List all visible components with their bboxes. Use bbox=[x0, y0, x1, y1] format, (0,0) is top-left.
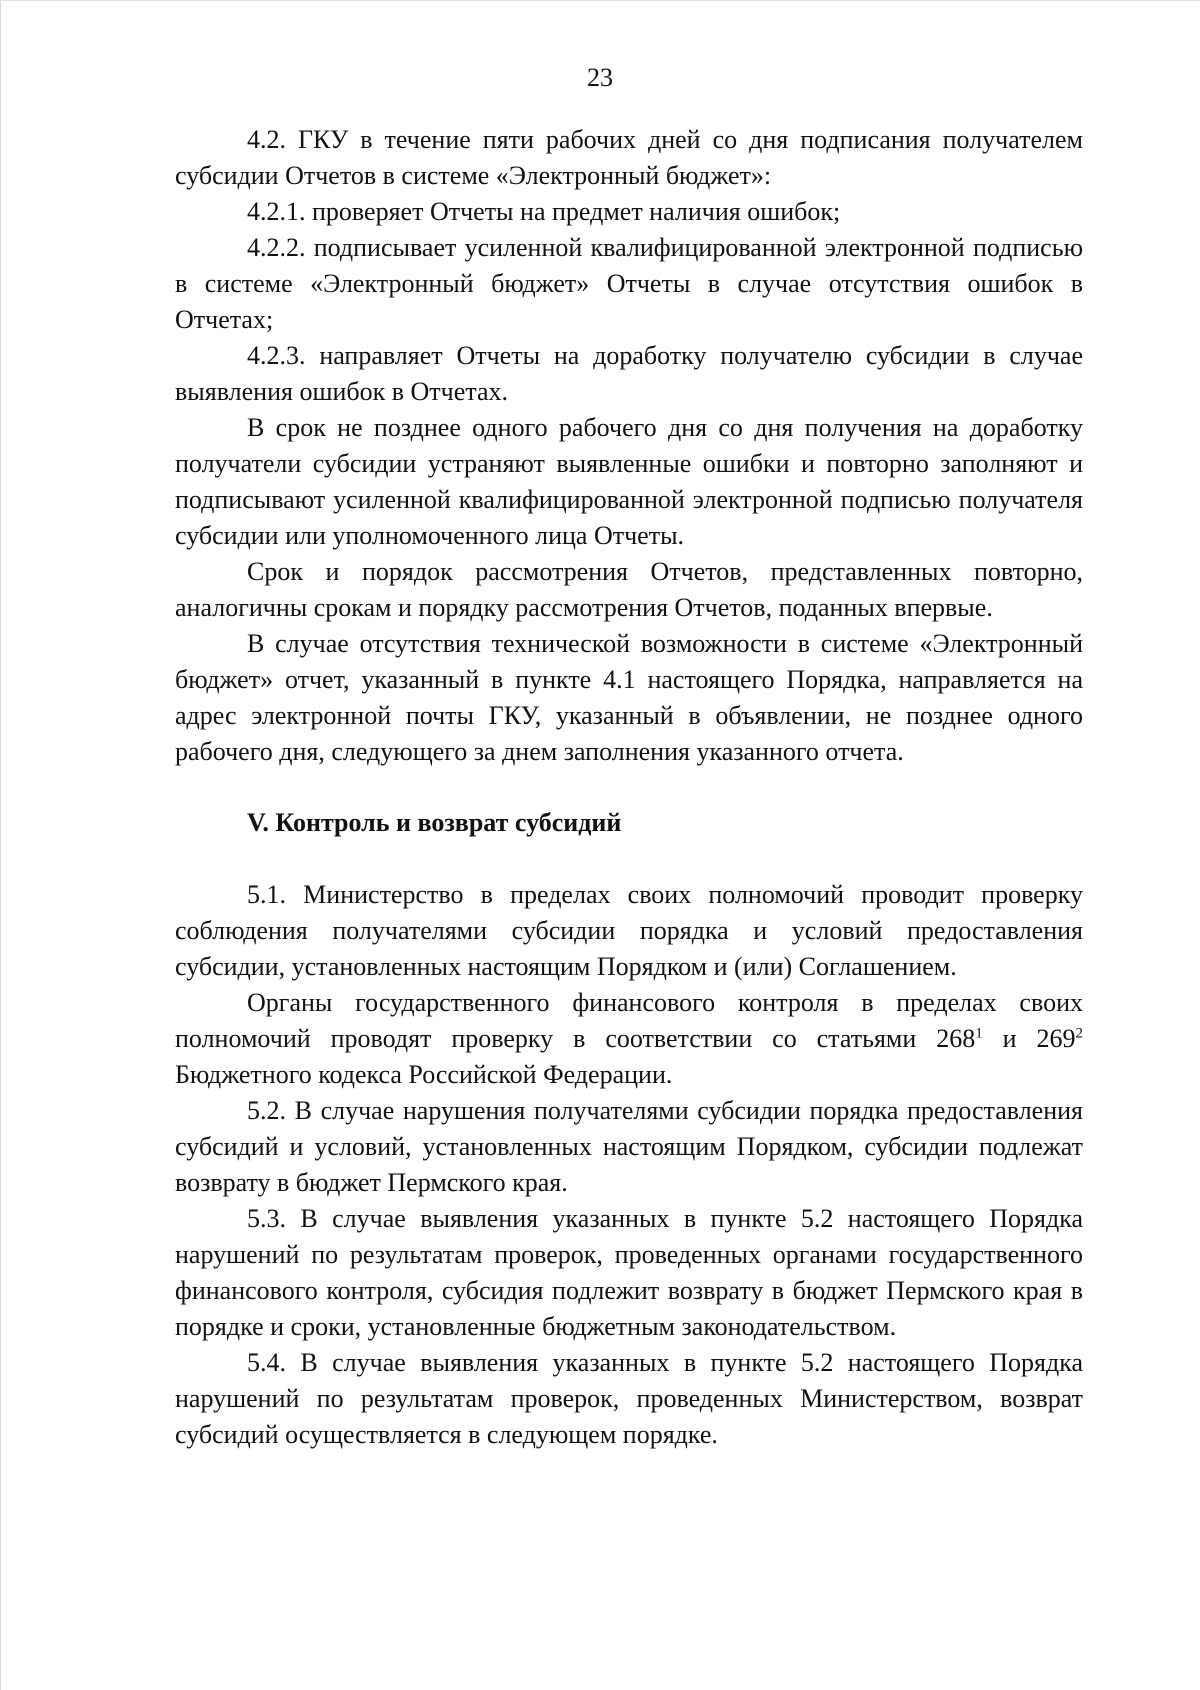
paragraph-financial-control bbox=[175, 985, 1083, 1093]
spacer bbox=[175, 770, 1083, 805]
superscript: 2 bbox=[1075, 1025, 1083, 1042]
scan-edge bbox=[0, 0, 1200, 1]
paragraph-4-2-2: 4.2.2. подписывает усиленной квалифицированной электронной подписью в системе «Электронный бюджет» Отчеты в случае отсутствия ошибок в Отчетах; bbox=[175, 233, 1083, 334]
paragraph-4-2: 4.2. ГКУ в течение пяти рабочих дней со дня подписания получателем субсидии Отчетов в системе «Электронный бюджет»: bbox=[175, 125, 1083, 190]
spacer bbox=[175, 841, 1083, 877]
paragraph-review-terms: Срок и порядок рассмотрения Отчетов, представленных повторно, аналогичны срокам и порядку рассмотрения Отчетов, поданных впервые. bbox=[175, 557, 1083, 622]
paragraph-rework-deadline: В срок не позднее одного рабочего дня со дня получения на доработку получатели субсидии устраняют выявленные ошибки и повторно заполняют и подписывают усиленной квалифицированной электронной подписью получателя субсидии или уполномоченного лица Отчеты. bbox=[175, 413, 1083, 550]
section-title: V. Контроль и возврат субсидий bbox=[247, 808, 622, 837]
paragraph-5-4: 5.4. В случае выявления указанных в пункте 5.2 настоящего Порядка нарушений по результатам проверок, проведенных Министерством, возврат субсидий осуществляется в следующем порядке. bbox=[175, 1348, 1083, 1449]
document-body bbox=[175, 122, 1083, 1453]
paragraph-text: Бюджетного кодекса Российской Федерации. bbox=[175, 1060, 673, 1089]
paragraph-5-2: 5.2. В случае нарушения получателями субсидии порядка предоставления субсидий и условий, установленных настоящим Порядком, субсидии подлежат возврату в бюджет Пермского края. bbox=[175, 1096, 1083, 1197]
superscript: 1 bbox=[975, 1025, 983, 1042]
page-number: 23 bbox=[587, 63, 613, 92]
paragraph-5-1: 5.1. Министерство в пределах своих полномочий проводит проверку соблюдения получателями субсидии порядка и условий предоставления субсидии, установленных настоящим Порядком и (или) Соглашением. bbox=[175, 880, 1083, 981]
paragraph-4-2-3: 4.2.3. направляет Отчеты на доработку получателю субсидии в случае выявления ошибок в Отчетах. bbox=[175, 341, 1083, 406]
paragraph-no-technical-possibility: В случае отсутствия технической возможности в системе «Электронный бюджет» отчет, указанный в пункте 4.1 настоящего Порядка, направляется на адрес электронной почты ГКУ, указанный в объявлении, не позднее одного рабочего дня, следующего за днем заполнения указанного отчета. bbox=[175, 629, 1083, 766]
scan-edge bbox=[0, 0, 1, 1690]
paragraph-text: Органы государственного финансового контроля в пределах своих полномочий проводят проверку в соответствии со статьями 268 bbox=[175, 988, 1083, 1053]
paragraph-4-2-1: 4.2.1. проверяет Отчеты на предмет наличия ошибок; bbox=[247, 197, 841, 226]
paragraph-5-3: 5.3. В случае выявления указанных в пункте 5.2 настоящего Порядка нарушений по результатам проверок, проведенных органами государственного финансового контроля, субсидия подлежит возврату в бюджет Пермского края в порядке и сроки, установленные бюджетным законодательством. bbox=[175, 1204, 1083, 1341]
paragraph-text: и 269 bbox=[982, 1024, 1076, 1053]
